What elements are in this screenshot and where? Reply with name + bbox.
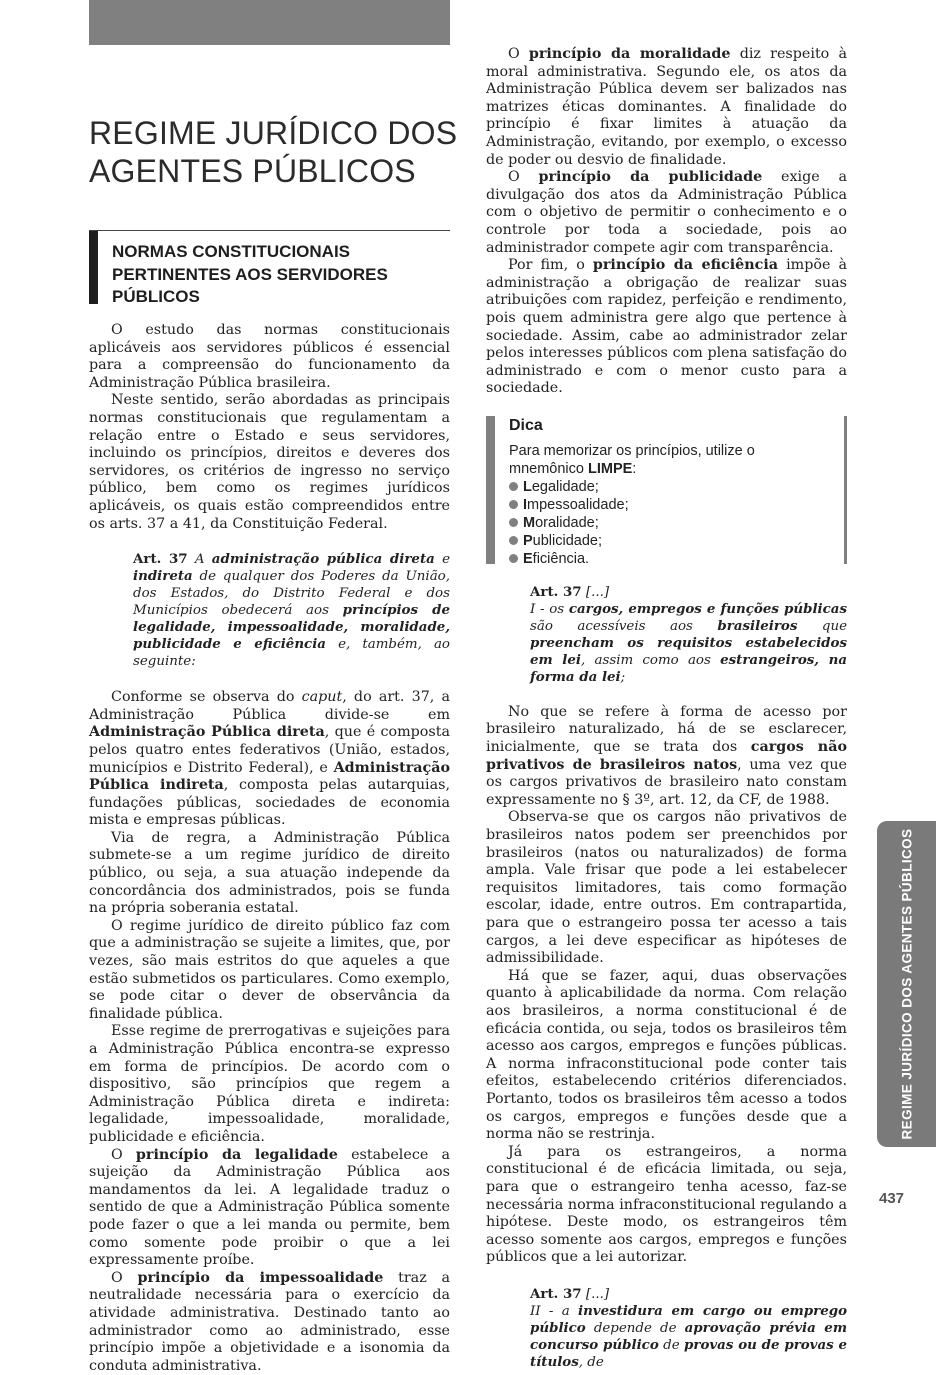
- paragraph: Neste sentido, serão abordadas as principais normas constitucionais que regulamentam a relação entre o Estado e seus servidores, incluindo os princípios, direitos e deveres dos servidores, os critérios de ingresso no serviço público, bem como os regimes jurídicos aplicáveis, os quais estão compreendidos entre os arts. 37 a 41, da Constituição Federal.: [89, 392, 450, 532]
- quote-text: e: [434, 552, 450, 568]
- text: O: [111, 1269, 138, 1286]
- list-item: [509, 514, 828, 532]
- text: impõe à administração a obrigação de realizar suas atribuições com rapidez, perfeição e rendimento, pois quem administra gere algo que pertence à sociedade. Assim, cabe ao administrador zelar pelos interesses públicos com plena satisfação do administrado e com o menor custo para a sociedade.: [486, 257, 848, 397]
- mnemonic-letter: M: [523, 514, 536, 531]
- quote-text: e, também, ao seguinte:: [133, 637, 450, 670]
- mnemonic-word: oralidade;: [535, 514, 599, 531]
- chapter-side-tab: [877, 821, 936, 1147]
- legal-quote-art37-caput: [133, 551, 450, 670]
- article-number: Art. 37: [133, 551, 188, 568]
- paragraph: Esse regime de prerrogativas e sujeições para a Administração Pública encontra-se expresso em forma de princípios. De acordo com o dispositivo, são princípios que regem a Administração Pública direta e indireta: legalidade, impessoalidade, moralidade, publicidade e eficiência.: [89, 1023, 450, 1145]
- mnemonic-word: egalidade;: [531, 478, 599, 495]
- text: , que é composta pelos quatro entes federativos (União, estados, municípios e Distrito Federal), e: [89, 724, 451, 776]
- quote-text: , de: [578, 1354, 604, 1370]
- text: Por fim, o: [508, 257, 593, 274]
- paragraph: [89, 1270, 450, 1375]
- paragraph: [89, 689, 450, 830]
- mnemonic-letter: I: [523, 496, 528, 513]
- quote-emphasis: provas ou de provas e títulos: [530, 1336, 847, 1370]
- header-bar: [89, 0, 450, 45]
- paragraph: Há que se fazer, aqui, duas observações quanto à aplicabilidade da norma. Com relação aos brasileiros, a norma constitucional é de eficácia contida, ou seja, todos os brasileiros têm acesso aos cargos, empregos e funções públicas. A norma infraconstitucional pode conter tais efeitos, estabelecendo critérios diferenciados. Portanto, todos os brasileiros têm acesso a todos os cargos, empregos e funções desde que a norma não se restrinja.: [486, 967, 847, 1143]
- page-number: 437: [879, 1190, 905, 1207]
- list-item: [509, 478, 828, 496]
- mnemonic-letter: E: [523, 550, 533, 567]
- paragraph: [486, 46, 847, 169]
- text: O: [508, 169, 539, 186]
- tip-text-part: Para memorizar os princípios, utilize o mnemônico: [509, 442, 755, 477]
- text: diz respeito à moral administrativa. Segundo ele, os atos da Administração Pública devem ser balizados nas matrizes éticas dominantes. A finalidade do princípio é fixar limites à atuação da Administração, evitando, por exemplo, o excesso de poder ou desvio de finalidade.: [486, 46, 847, 168]
- text-bold: princípio da publicidade: [538, 169, 763, 186]
- text: traz a neutralidade necessária para o exercício da atividade administrativa. Destinado tanto ao administrador como ao administrado, esse princípio impõe a objetividade e a isonomia da conduta administrativa.: [89, 1269, 451, 1374]
- mnemonic-letter: P: [523, 532, 533, 549]
- quote-text: I - os: [530, 601, 569, 617]
- tip-title: Dica: [509, 416, 543, 434]
- list-item: [509, 532, 828, 550]
- text: No que se refere à forma de acesso por brasileiro naturalizado, há de se esclarecer, inicialmente, que se trata dos: [486, 703, 847, 756]
- text-bold: princípio da moralidade: [528, 46, 731, 62]
- paragraph: [486, 169, 847, 257]
- bullet-icon: [509, 500, 518, 509]
- paragraph: O regime jurídico de direito público faz com que a administração se sujeite a limites, que, por vezes, são mais estritos do que aqueles a que estão submetidos os particulares. Como exemplo, se pode citar o dever de observância da finalidade pública.: [89, 917, 450, 1022]
- paragraph: [89, 1147, 450, 1270]
- quote-text: ;: [620, 669, 626, 685]
- text-bold: Administração Pública direta: [89, 724, 325, 741]
- quote-emphasis: investidura em cargo ou emprego público: [530, 1302, 848, 1336]
- text: O: [111, 1146, 136, 1163]
- quote-text: [...]: [581, 1286, 610, 1302]
- text: O: [508, 46, 529, 62]
- paragraph: O estudo das normas constitucionais aplicáveis aos servidores públicos é essencial para a compreensão do funcionamento da Administração Pública brasileira.: [89, 322, 450, 391]
- legal-quote-art37-i: [530, 584, 847, 686]
- left-column: [89, 322, 450, 1375]
- text-bold: cargos não privativos de brasileiros natos: [486, 739, 847, 773]
- list-item: [509, 496, 828, 514]
- mnemonic-word: mpessoalidade;: [527, 496, 629, 513]
- text: Conforme se observa do: [111, 689, 302, 706]
- quote-emphasis: indireta: [133, 568, 193, 585]
- mnemonic-word: ublicidade;: [532, 532, 602, 549]
- text-italic: caput: [301, 689, 343, 706]
- text: , composta pelas autarquias, fundações públicas, sociedades de economia mista e empresas públicas.: [89, 777, 450, 829]
- paragraph: Observa-se que os cargos não privativos de brasileiros natos podem ser preenchidos por brasileiros (natos ou naturalizados) de forma ampla. Vale frisar que pode a lei estabelecer requisitos limitadores, tais como formação escolar, idade, entre outros. Em contrapartida, para que o estrangeiro possa ter acesso a tais cargos, a lei deve especificar as hipóteses de admissibilidade.: [486, 809, 847, 967]
- bullet-icon: [509, 482, 518, 491]
- quote-text: de: [658, 1337, 685, 1353]
- section-title: NORMAS CONSTITUCIONAIS PERTINENTES AOS SERVIDORES PÚBLICOS: [112, 242, 388, 306]
- text-bold: princípio da legalidade: [135, 1146, 338, 1163]
- paragraph: [486, 257, 847, 398]
- text-bold: princípio da impessoalidade: [137, 1269, 384, 1286]
- quote-text: A: [187, 552, 212, 568]
- quote-text: de qualquer dos Poderes da União, dos Estados, do Distrito Federal e dos Municípios obedecerá aos: [133, 569, 450, 619]
- bullet-icon: [509, 518, 518, 527]
- paragraph: Já para os estrangeiros, a norma constitucional é de eficácia limitada, ou seja, para que o estrangeiro tenha acesso, faz-se necessária norma infraconstitucional regulando a hipótese. Deste modo, os estrangeiros têm acesso somente aos cargos, empregos e funções públicos que a lei autorizar.: [486, 1143, 847, 1266]
- text: exige a divulgação dos atos da Administração Pública com o objetivo de permitir o conhecimento e o controle por toda a sociedade, pois ao administrador compete agir com transparência.: [486, 169, 847, 256]
- quote-text: que: [797, 618, 847, 634]
- bullet-icon: [509, 554, 518, 563]
- list-item: [509, 550, 828, 568]
- tip-list: [509, 478, 828, 568]
- text: estabelece a sujeição da Administração Pública aos mandamentos da lei. A legalidade traduz o sentido de que a Administração Pública somente pode fazer o que a lei manda ou permite, bem como somente pode proibir o que a lei expressamente proíbe.: [89, 1146, 450, 1269]
- side-tab-label: REGIME JURÍDICO DOS AGENTES PÚBLICOS: [899, 828, 914, 1140]
- paragraph: Via de regra, a Administração Pública submete-se a um regime jurídico de direito público, ou seja, a sua atuação independe da concordância dos administrados, pois se funda na própria soberania estatal.: [89, 829, 450, 917]
- text: , uma vez que os cargos privativos de brasileiro nato constam expressamente no § 3º, art. 12, da CF, de 1988.: [486, 756, 847, 808]
- quote-text: são acessíveis aos: [530, 618, 718, 634]
- text-bold: princípio da eficiência: [592, 257, 779, 274]
- quote-emphasis: preencham os requisitos estabelecidos em lei: [530, 634, 847, 668]
- tip-box: [486, 416, 847, 567]
- paragraph: [486, 704, 847, 810]
- quote-emphasis: estrangeiros, na forma da lei: [530, 651, 847, 685]
- quote-emphasis: administração pública direta: [211, 551, 435, 568]
- chapter-title: REGIME JURÍDICO DOS AGENTES PÚBLICOS: [89, 115, 458, 189]
- quote-text: depende de: [585, 1320, 685, 1336]
- tip-text: [509, 442, 828, 478]
- article-number: Art. 37: [530, 583, 582, 600]
- quote-emphasis: princípios de legalidade, impessoalidade, moralidade, publicidade e eficiência: [133, 602, 450, 653]
- quote-text: [...]: [581, 584, 610, 600]
- section-heading-box: [89, 230, 450, 305]
- legal-quote-art37-ii: [530, 1286, 847, 1371]
- mnemonic-word: ficiência.: [532, 550, 590, 567]
- tip-text-part: :: [632, 460, 637, 477]
- right-column: [486, 46, 847, 1371]
- quote-emphasis: cargos, empregos e funções públicas: [568, 600, 847, 617]
- tip-mnemonic: LIMPE: [587, 460, 633, 477]
- quote-text: II - a: [530, 1303, 578, 1319]
- quote-emphasis: brasileiros: [717, 617, 798, 634]
- bullet-icon: [509, 536, 518, 545]
- mnemonic-letter: L: [523, 478, 532, 495]
- article-number: Art. 37: [530, 1285, 582, 1302]
- quote-text: , assim como aos: [581, 652, 721, 668]
- quote-emphasis: aprovação prévia em concurso público: [530, 1319, 847, 1353]
- text-bold: Administração Pública indireta: [89, 759, 450, 794]
- section-heading-bar: [89, 231, 98, 304]
- text: , do art. 37, a Administração Pública divide-se em: [89, 689, 451, 723]
